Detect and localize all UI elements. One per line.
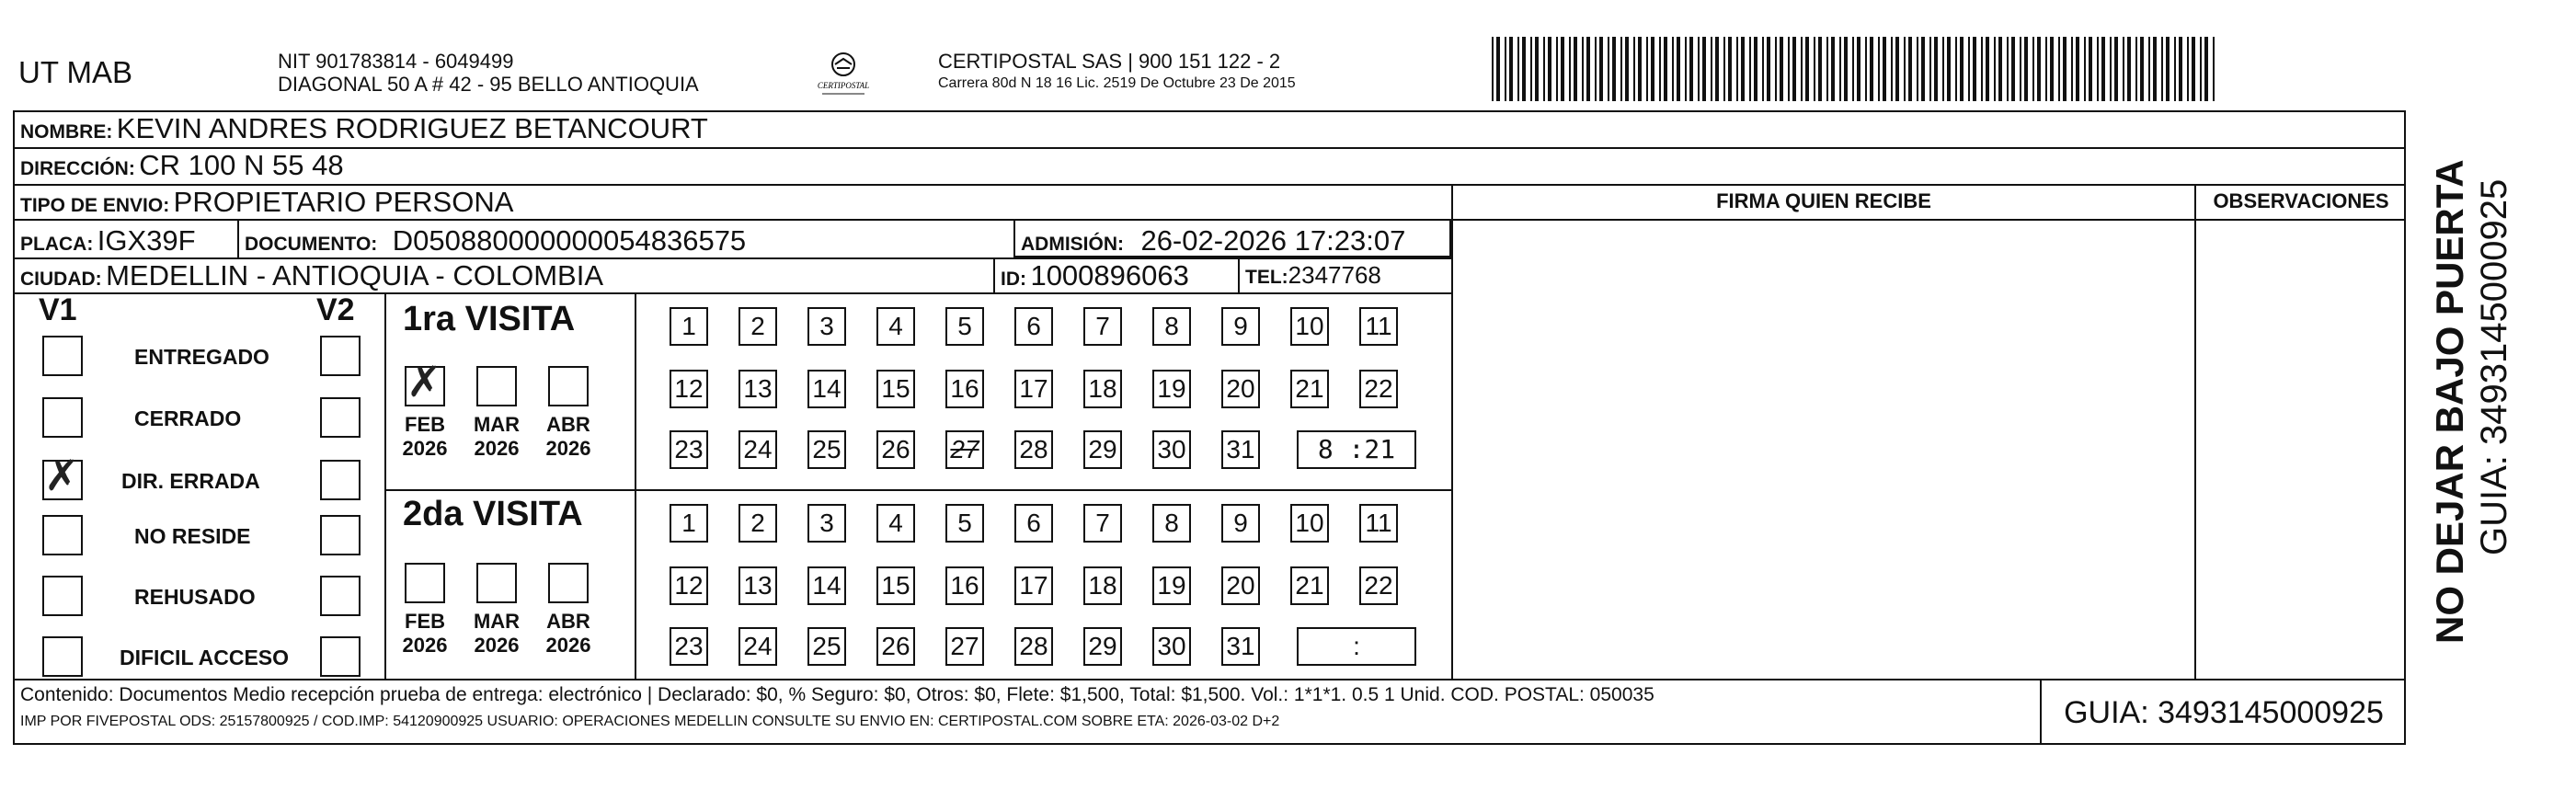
barcode-bar — [1728, 37, 1732, 101]
barcode-bar — [1492, 37, 1494, 101]
day-box[interactable]: 13 — [738, 370, 777, 408]
v2-checkbox[interactable] — [320, 460, 361, 500]
barcode-bar — [1612, 37, 1616, 101]
barcode-bar — [1633, 37, 1635, 101]
time-box[interactable]: : — [1297, 627, 1416, 666]
barcode-bar — [1664, 37, 1667, 101]
day-box[interactable]: 3 — [807, 504, 846, 543]
v1-checkbox[interactable] — [42, 515, 83, 555]
barcode-bar — [1986, 37, 1989, 101]
barcode-bar — [2148, 37, 2150, 101]
ciudad-value: MEDELLIN - ANTIOQUIA - COLOMBIA — [106, 259, 603, 292]
day-box[interactable]: 22 — [1359, 566, 1398, 605]
day-box[interactable]: 30 — [1152, 430, 1191, 469]
tel-label: TEL: — [1245, 267, 1288, 288]
barcode-bar — [1870, 37, 1873, 101]
barcode-bar — [1702, 37, 1706, 101]
day-box[interactable]: 1 — [670, 504, 708, 543]
day-box[interactable]: 24 — [738, 627, 777, 666]
barcode-bar — [2204, 37, 2208, 101]
barcode-bar — [1715, 37, 1719, 101]
barcode-bar — [1561, 37, 1564, 101]
v2-checkbox[interactable] — [320, 576, 361, 616]
day-box[interactable]: 22 — [1359, 370, 1398, 408]
documento-row — [245, 224, 746, 257]
barcode-bar — [1891, 37, 1893, 101]
company-nit: NIT 901783814 - 6049499 — [278, 50, 514, 73]
barcode-bar — [1844, 37, 1848, 101]
barcode-bar — [1942, 37, 1944, 101]
day-box[interactable]: 12 — [670, 370, 708, 408]
day-box[interactable]: 30 — [1152, 627, 1191, 666]
footer-imp: IMP POR FIVEPOSTAL ODS: 25157800925 / COD.IMP: 54120900925 USUARIO: OPERACIONES MEDELLIN CONSULTE SU ENVIO EN: CERTIPOSTAL.COM SOBRE ETA: 2026-03-02 D+2 — [20, 714, 1280, 729]
status-option-label: DIR. ERRADA — [121, 469, 260, 493]
day-box[interactable]: 19 — [1152, 370, 1191, 408]
v1-checkbox[interactable] — [42, 636, 83, 677]
barcode-bar — [1973, 37, 1976, 101]
day-box[interactable]: 15 — [876, 566, 915, 605]
tipo-value: PROPIETARIO PERSONA — [173, 186, 514, 218]
day-box[interactable]: 6 — [1014, 504, 1053, 543]
barcode-bar — [2071, 37, 2073, 101]
check-mark-icon: ✗ — [44, 451, 80, 500]
barcode-bar — [1994, 37, 1996, 101]
barcode-bar — [1736, 37, 1738, 101]
barcode-bar — [1929, 37, 1931, 101]
day-box[interactable]: 20 — [1221, 566, 1260, 605]
v2-checkbox[interactable] — [320, 636, 361, 677]
barcode-bar — [2024, 37, 2028, 101]
barcode-bar — [1496, 37, 1500, 101]
status-option-label: REHUSADO — [134, 585, 256, 609]
day-box[interactable]: 10 — [1290, 504, 1329, 543]
day-box[interactable]: 27 — [945, 627, 984, 666]
day-box[interactable]: 11 — [1359, 504, 1398, 543]
barcode-bar — [1530, 37, 1532, 101]
day-box[interactable]: 4 — [876, 504, 915, 543]
v1-checkbox[interactable] — [42, 336, 83, 376]
admision-row — [1021, 224, 1405, 257]
day-box[interactable]: 25 — [807, 430, 846, 469]
barcode-bar — [1917, 37, 1918, 101]
year-label: 2026 — [474, 437, 520, 460]
side-guia: GUIA: 3493145000925 — [2474, 178, 2514, 555]
barcode-bar — [2050, 37, 2054, 101]
barcode-bar — [2135, 37, 2137, 101]
barcode-bar — [1955, 37, 1957, 101]
barcode-bar — [2153, 37, 2157, 101]
barcode-bar — [2058, 37, 2060, 101]
barcode-bar — [1509, 37, 1513, 101]
barcode-bar — [2179, 37, 2182, 101]
day-box[interactable]: 8 — [1152, 504, 1191, 543]
month-label: ABR — [546, 413, 590, 436]
day-box[interactable]: 6 — [1014, 307, 1053, 346]
day-box[interactable]: 16 — [945, 566, 984, 605]
month-label: MAR — [473, 610, 521, 633]
year-label: 2026 — [545, 634, 591, 657]
v2-checkbox[interactable] — [320, 336, 361, 376]
id-value: 1000896063 — [1030, 259, 1189, 292]
barcode-bar — [1672, 37, 1674, 101]
barcode-bar — [1839, 37, 1841, 101]
barcode-bar — [1723, 37, 1725, 101]
day-box[interactable]: 26 — [876, 430, 915, 469]
status-option-label: NO RESIDE — [134, 524, 251, 548]
day-box[interactable]: 7 — [1083, 504, 1122, 543]
day-box[interactable]: 23 — [670, 430, 708, 469]
company-name: UT MAB — [18, 55, 133, 89]
barcode-bar — [1831, 37, 1835, 101]
barcode-bar — [2140, 37, 2144, 101]
tel-value: 2347768 — [1288, 261, 1381, 289]
barcode-bar — [1620, 37, 1622, 101]
barcode-bar — [1548, 37, 1551, 101]
day-box[interactable]: 8 — [1152, 307, 1191, 346]
barcode-bar — [1595, 37, 1597, 101]
id-label: ID: — [1001, 269, 1026, 290]
barcode-bar — [2037, 37, 2041, 101]
barcode-bar — [1569, 37, 1571, 101]
barcode-bar — [1968, 37, 1970, 101]
barcode-bar — [1689, 37, 1693, 101]
direccion-row — [20, 149, 344, 182]
day-box[interactable]: 29 — [1083, 627, 1122, 666]
barcode-bar — [1535, 37, 1539, 101]
barcode-bar — [2076, 37, 2079, 101]
month-checkbox[interactable] — [548, 563, 589, 603]
barcode-bar — [1904, 37, 1906, 101]
barcode-bar — [1599, 37, 1603, 101]
barcode-bar — [1505, 37, 1506, 101]
day-box[interactable]: 5 — [945, 504, 984, 543]
tipo-label: TIPO DE ENVIO: — [20, 195, 170, 216]
barcode-bar — [1543, 37, 1545, 101]
barcode-bar — [1522, 37, 1526, 101]
day-box[interactable]: 27 — [945, 430, 984, 469]
logo-text: CERTIPOSTAL — [817, 81, 870, 90]
check-mark-icon: ✗ — [406, 357, 442, 406]
year-label: 2026 — [402, 437, 448, 460]
day-box[interactable]: 2 — [738, 504, 777, 543]
barcode-bar — [1780, 37, 1783, 101]
barcode-bar — [1659, 37, 1661, 101]
v1-checkbox[interactable] — [42, 576, 83, 616]
day-box[interactable]: 18 — [1083, 566, 1122, 605]
placa-label: PLACA: — [20, 234, 94, 255]
barcode-bar — [1801, 37, 1803, 101]
barcode-bar — [2097, 37, 2099, 101]
day-box[interactable]: 23 — [670, 627, 708, 666]
barcode-bar — [1638, 37, 1642, 101]
v1-label: V1 — [39, 292, 77, 327]
status-option-label: ENTREGADO — [134, 345, 269, 369]
barcode-bar — [1865, 37, 1867, 101]
month-label: ABR — [546, 610, 590, 633]
barcode-bar — [1711, 37, 1712, 101]
day-box[interactable]: 21 — [1290, 566, 1329, 605]
barcode-bar — [1517, 37, 1519, 101]
barcode-bar — [1749, 37, 1751, 101]
barcode-bar — [2011, 37, 2015, 101]
barcode-bar — [1685, 37, 1687, 101]
firma-header: FIRMA QUIEN RECIBE — [1716, 189, 1931, 212]
barcode-bar — [1921, 37, 1925, 101]
day-box[interactable]: 9 — [1221, 504, 1260, 543]
nombre-label: NOMBRE: — [20, 121, 113, 143]
carrier-name: CERTIPOSTAL SAS | 900 151 122 - 2 — [938, 50, 1281, 73]
certipostal-logo — [811, 48, 876, 99]
barcode-bar — [1805, 37, 1809, 101]
month-label: MAR — [473, 413, 521, 436]
ciudad-row — [20, 259, 603, 292]
admision-value: 26-02-2026 17:23:07 — [1140, 224, 1406, 257]
barcode-bar — [1586, 37, 1590, 101]
barcode-bar — [1762, 37, 1764, 101]
month-checkbox[interactable] — [405, 563, 445, 603]
day-box[interactable]: 2 — [738, 307, 777, 346]
barcode-bar — [2213, 37, 2215, 101]
day-box[interactable]: 7 — [1083, 307, 1122, 346]
v1-checkbox[interactable] — [42, 397, 83, 438]
barcode-bar — [1788, 37, 1790, 101]
year-label: 2026 — [474, 634, 520, 657]
carrier-license: Carrera 80d N 18 16 Lic. 2519 De Octubre 23 De 2015 — [938, 75, 1296, 91]
tipo-row — [20, 186, 513, 219]
id-row — [1001, 259, 1189, 292]
barcode-bar — [2161, 37, 2163, 101]
day-box[interactable]: 31 — [1221, 627, 1260, 666]
barcode-bar — [1651, 37, 1654, 101]
day-box[interactable]: 14 — [807, 370, 846, 408]
placa-row — [20, 224, 196, 257]
month-label: FEB — [405, 610, 445, 633]
barcode-bar — [2114, 37, 2118, 101]
tel-row — [1245, 261, 1381, 290]
day-box[interactable]: 15 — [876, 370, 915, 408]
barcode-bar — [2020, 37, 2021, 101]
status-option-label: CERRADO — [134, 406, 242, 430]
barcode-bar — [2127, 37, 2131, 101]
day-box[interactable]: 9 — [1221, 307, 1260, 346]
barcode-bar — [1741, 37, 1745, 101]
month-checkbox[interactable] — [476, 563, 517, 603]
ciudad-label: CIUDAD: — [20, 269, 102, 290]
day-box[interactable]: 12 — [670, 566, 708, 605]
barcode-bar — [1883, 37, 1886, 101]
day-box[interactable]: 29 — [1083, 430, 1122, 469]
direccion-label: DIRECCIÓN: — [20, 158, 135, 179]
first-visit-title: 1ra VISITA — [403, 300, 576, 338]
documento-value: D050880000000054836575 — [392, 224, 747, 257]
barcode-bar — [1878, 37, 1880, 101]
barcode-bar — [1895, 37, 1899, 101]
day-box[interactable]: 13 — [738, 566, 777, 605]
day-box[interactable]: 28 — [1014, 627, 1053, 666]
barcode-bar — [1981, 37, 1983, 101]
barcode-bar — [1556, 37, 1558, 101]
barcode-bar — [1818, 37, 1822, 101]
barcode-bar — [1775, 37, 1777, 101]
barcode-bar — [1792, 37, 1796, 101]
barcode-bar — [2063, 37, 2067, 101]
barcode-bar — [2007, 37, 2009, 101]
month-checkbox[interactable] — [548, 366, 589, 406]
day-box[interactable]: 11 — [1359, 307, 1398, 346]
footer-guia: GUIA: 3493145000925 — [2064, 695, 2384, 730]
barcode-bar — [1998, 37, 2002, 101]
barcode-bar — [1767, 37, 1770, 101]
barcode-bar — [1934, 37, 1938, 101]
barcode-bar — [1852, 37, 1854, 101]
v2-checkbox[interactable] — [320, 515, 361, 555]
day-box[interactable]: 10 — [1290, 307, 1329, 346]
barcode-bar — [1908, 37, 1912, 101]
barcode-bar — [1857, 37, 1860, 101]
day-box[interactable]: 17 — [1014, 566, 1053, 605]
day-box[interactable]: 28 — [1014, 430, 1053, 469]
admision-label: ADMISIÓN: — [1021, 234, 1124, 255]
day-box[interactable]: 21 — [1290, 370, 1329, 408]
second-visit-title: 2da VISITA — [403, 495, 583, 533]
barcode-bar — [1677, 37, 1680, 101]
company-address: DIAGONAL 50 A # 42 - 95 BELLO ANTIOQUIA — [278, 73, 699, 96]
observaciones-header: OBSERVACIONES — [2213, 189, 2389, 212]
day-box[interactable]: 14 — [807, 566, 846, 605]
barcode-bar — [2166, 37, 2170, 101]
day-box[interactable]: 24 — [738, 430, 777, 469]
barcode-bar — [2187, 37, 2189, 101]
footer-contenido: Contenido: Documentos Medio recepción prueba de entrega: electrónico | Declarado: $0, % Seguro: $0, Otros: $0, Flete: $1,500, Total: $1,500. Vol.: 1*1*1. 0.5 1 Unid. COD. POSTAL: 050035 — [20, 684, 1654, 705]
barcode-bar — [1625, 37, 1629, 101]
side-warning: NO DEJAR BAJO PUERTA — [2428, 159, 2471, 644]
barcode-bar — [1574, 37, 1577, 101]
barcode-bar — [1698, 37, 1700, 101]
barcode-bar — [2200, 37, 2202, 101]
day-box[interactable]: 20 — [1221, 370, 1260, 408]
barcode-bar — [1608, 37, 1609, 101]
barcode-bar — [2110, 37, 2112, 101]
day-box[interactable]: 4 — [876, 307, 915, 346]
barcode-bar — [1947, 37, 1951, 101]
day-box[interactable]: 1 — [670, 307, 708, 346]
day-box[interactable]: 17 — [1014, 370, 1053, 408]
barcode-bar — [2101, 37, 2105, 101]
month-checkbox[interactable] — [476, 366, 517, 406]
documento-label: DOCUMENTO: — [245, 234, 378, 255]
barcode-bar — [1646, 37, 1648, 101]
barcode-bar — [2045, 37, 2047, 101]
placa-value: IGX39F — [97, 224, 196, 257]
nombre-value: KEVIN ANDRES RODRIGUEZ BETANCOURT — [116, 112, 708, 144]
v2-checkbox[interactable] — [320, 397, 361, 438]
barcode — [1492, 37, 2218, 101]
barcode-bar — [2084, 37, 2086, 101]
v2-label: V2 — [316, 292, 355, 327]
day-box[interactable]: 26 — [876, 627, 915, 666]
month-label: FEB — [405, 413, 445, 436]
barcode-bar — [1754, 37, 1757, 101]
day-box[interactable]: 5 — [945, 307, 984, 346]
day-box[interactable]: 19 — [1152, 566, 1191, 605]
barcode-bar — [1826, 37, 1828, 101]
barcode-bar — [1582, 37, 1584, 101]
direccion-value: CR 100 N 55 48 — [139, 149, 344, 181]
barcode-bar — [2123, 37, 2124, 101]
year-label: 2026 — [545, 437, 591, 460]
barcode-bar — [2032, 37, 2034, 101]
day-box[interactable]: 18 — [1083, 370, 1122, 408]
time-box[interactable]: 8 :21 — [1297, 430, 1416, 469]
nombre-row — [20, 112, 708, 145]
barcode-bar — [2174, 37, 2176, 101]
day-box[interactable]: 3 — [807, 307, 846, 346]
barcode-bar — [2089, 37, 2092, 101]
day-box[interactable]: 31 — [1221, 430, 1260, 469]
day-box[interactable]: 16 — [945, 370, 984, 408]
day-box[interactable]: 25 — [807, 627, 846, 666]
year-label: 2026 — [402, 634, 448, 657]
barcode-bar — [1814, 37, 1815, 101]
barcode-bar — [1960, 37, 1963, 101]
barcode-bar — [2192, 37, 2195, 101]
status-option-label: DIFICIL ACCESO — [120, 646, 290, 669]
